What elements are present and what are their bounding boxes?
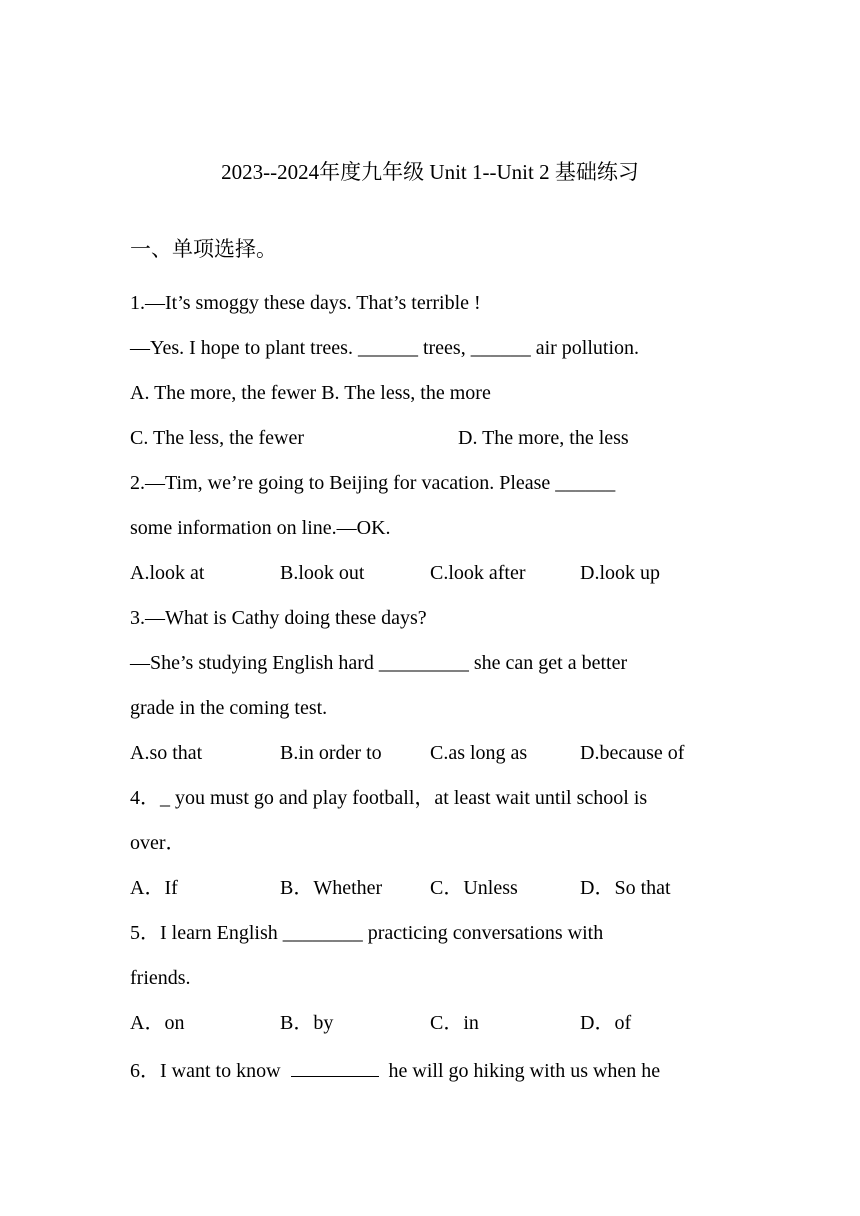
q4-option-a: A．If [130, 877, 178, 899]
section-heading: 一、单项选择。 [130, 237, 277, 261]
q5-line2: friends. [130, 967, 191, 989]
q6-answer-blank [291, 1054, 379, 1077]
q2-option-d: D.look up [580, 562, 660, 584]
q1-option-d: D. The more, the less [458, 427, 629, 449]
q1-option-c: C. The less, the fewer [130, 427, 305, 449]
q5-option-a: A．on [130, 1012, 185, 1034]
q5-option-c: C．in [430, 1012, 479, 1034]
q1-line2: —Yes. I hope to plant trees. ______ trees, ______ air pollution. [130, 337, 640, 359]
q6-suffix: he will go hiking with us when he [388, 1060, 661, 1082]
q5-option-d: D．of [580, 1012, 632, 1034]
q4-line2: over． [130, 832, 186, 854]
q4-option-d: D．So that [580, 877, 671, 899]
q3-option-b: B.in order to [280, 742, 382, 764]
q3-option-c: C.as long as [430, 742, 528, 764]
q2-option-c: C.look after [430, 562, 526, 584]
q6-line1 [130, 1054, 660, 1086]
q2-option-a: A.look at [130, 562, 205, 584]
q4-option-c: C．Unless [430, 877, 518, 899]
q3-option-a: A.so that [130, 742, 203, 764]
q2-line1: 2.—Tim, we’re going to Beijing for vacation. Please ______ [130, 472, 616, 494]
q6-prefix: 6．I want to know [130, 1060, 281, 1082]
q1-line1: 1.—It’s smoggy these days. That’s terrible ! [130, 292, 481, 314]
q4-option-b: B．Whether [280, 877, 383, 899]
page-title: 2023--2024年度九年级 Unit 1--Unit 2 基础练习 [221, 160, 639, 184]
q3-line1: 3.—What is Cathy doing these days? [130, 607, 427, 629]
q2-option-b: B.look out [280, 562, 365, 584]
q3-line2: —She’s studying English hard _________ she can get a better [130, 652, 628, 674]
q1-options-ab: A. The more, the fewer B. The less, the more [130, 382, 491, 404]
q2-line2: some information on line.—OK. [130, 517, 391, 539]
q5-line1: 5．I learn English ________ practicing conversations with [130, 922, 604, 944]
q5-option-b: B．by [280, 1012, 334, 1034]
q3-line3: grade in the coming test. [130, 697, 328, 719]
q4-line1: 4．_ you must go and play football，at least wait until school is [130, 787, 648, 809]
q3-option-d: D.because of [580, 742, 685, 764]
